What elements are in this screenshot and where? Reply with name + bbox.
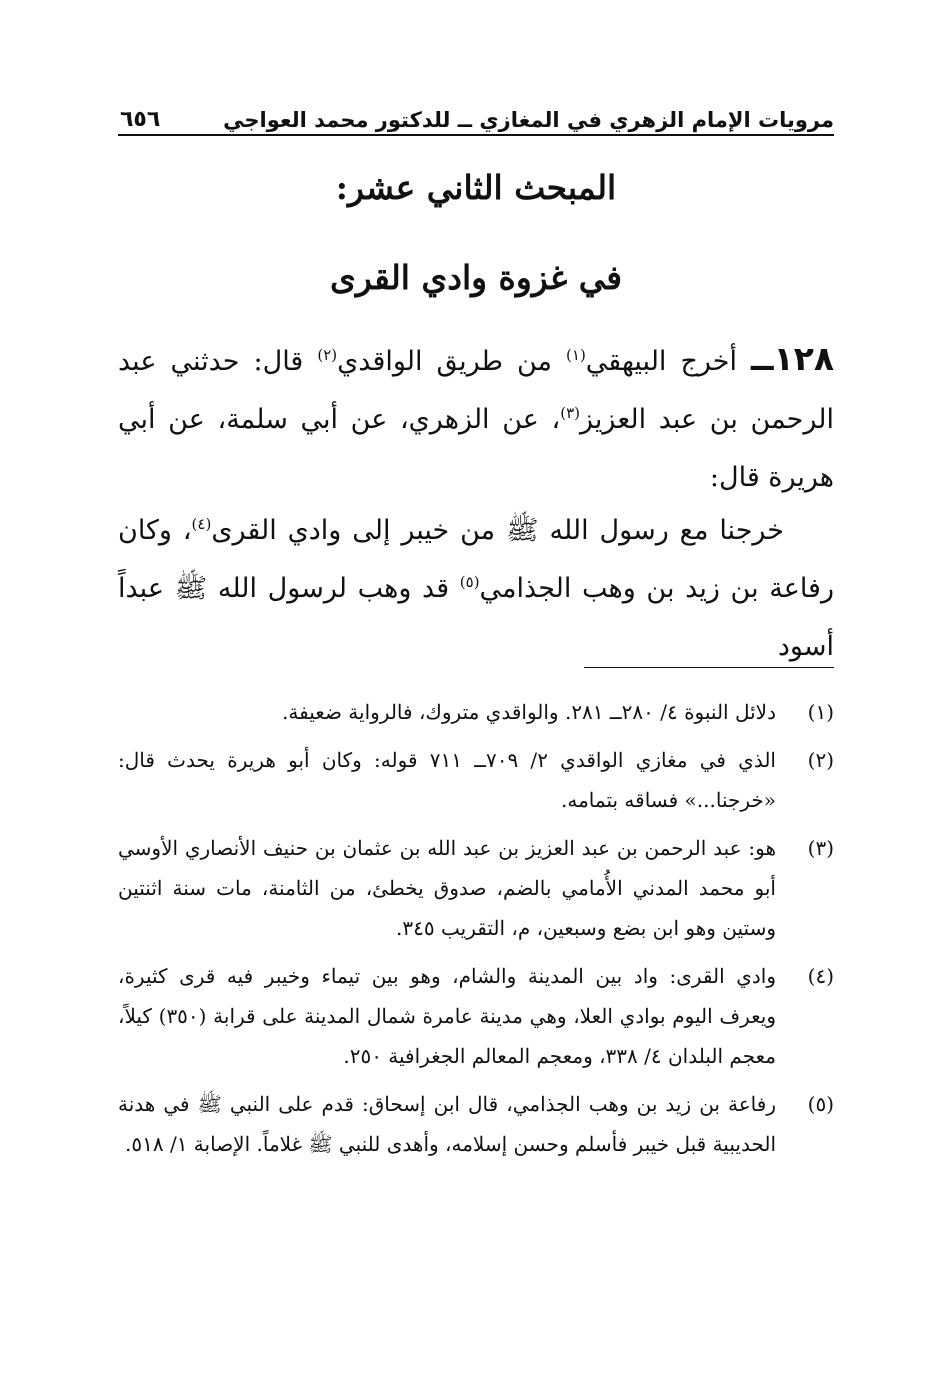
hadith-paragraph-2 — [118, 502, 834, 676]
footnote-5 — [118, 1084, 834, 1164]
footnotes — [118, 692, 834, 1172]
hadith-number: ١٢٨ــ — [751, 339, 834, 378]
footnote-text: دلائل النبوة ٤/ ٢٨٠ــ ٢٨١. والواقدي متروك، فالرواية ضعيفة. — [282, 700, 776, 724]
header-title: مرويات الإمام الزهري في المغازي ــ للدكتور محمد العواجي — [223, 108, 834, 132]
text-run: قد وهب لرسول الله ﷺ عبداً أسود — [118, 573, 834, 662]
footnote-text: الذي في مغازي الواقدي ٢/ ٧٠٩ــ ٧١١ قوله: وكان أبو هريرة يحدث قال: «خرجنا...» فساقه بتمامه. — [118, 748, 776, 812]
footnote-number: (٤) — [807, 964, 834, 988]
text-run: من طريق الواقدي — [337, 346, 567, 377]
text-run: أخرج البيهقي — [585, 346, 737, 377]
running-header — [120, 96, 834, 132]
footnote-ref-3[interactable]: (٣) — [560, 404, 581, 422]
footnote-number: (٣) — [807, 836, 834, 860]
text-run: ، وكان رفاعة بن زيد بن وهب الجذامي — [118, 515, 834, 604]
header-divider — [118, 134, 834, 136]
section-subheading: في غزوة وادي القرى — [329, 258, 623, 297]
footnote-2 — [118, 740, 834, 820]
section-heading: المبحث الثاني عشر: — [335, 168, 617, 207]
footnote-text: هو: عبد الرحمن بن عبد العزيز بن عبد الله بن عثمان بن حنيف الأنصاري الأوسي أبو محمد المدني الأُمامي بالضم، صدوق يخطئ، من الثامنة، مات سنة اثنتين وستين وهو ابن بضع وسبعين، م، التقريب ٣٤٥. — [118, 836, 776, 940]
footnote-number: (٢) — [807, 748, 834, 772]
footnote-text: وادي القرى: واد بين المدينة والشام، وهو بين تيماء وخيبر فيه قرى كثيرة، ويعرف اليوم بوادي العلا، وهي مدينة عامرة شمال المدينة على قرابة (٣٥٠) كيلاً، معجم البلدان ٤/ ٣٣٨، ومعجم المعالم الجغرافية ٢٥٠. — [118, 964, 776, 1068]
footnote-3 — [118, 828, 834, 948]
footnote-text: رفاعة بن زيد بن وهب الجذامي، قال ابن إسحاق: قدم على النبي ﷺ في هدنة الحديبية قبل خيبر فأسلم وحسن إسلامه، وأهدى للنبي ﷺ غلاماً. الإصابة ١/ ٥١٨. — [118, 1092, 776, 1156]
footnote-number: (٥) — [807, 1092, 834, 1116]
footnote-ref-4[interactable]: (٤) — [191, 515, 212, 533]
footnote-1 — [118, 692, 834, 732]
footnote-divider — [584, 667, 834, 668]
hadith-paragraph-1 — [118, 330, 834, 507]
footnote-number: (١) — [807, 700, 834, 724]
footnote-4 — [118, 956, 834, 1076]
footnote-ref-2[interactable]: (٢) — [317, 346, 338, 364]
page-number: ٦٥٦ — [120, 107, 161, 132]
footnote-ref-5[interactable]: (٥) — [459, 573, 480, 591]
text-run: قال: حدثني عبد الرحمن بن عبد العزيز — [118, 346, 834, 435]
footnote-ref-1[interactable]: (١) — [566, 346, 586, 364]
text-run: خرجنا مع رسول الله ﷺ من خيبر إلى وادي القرى — [211, 515, 784, 546]
text-run: ، عن الزهري، عن أبي سلمة، عن أبي هريرة قال: — [118, 404, 834, 493]
